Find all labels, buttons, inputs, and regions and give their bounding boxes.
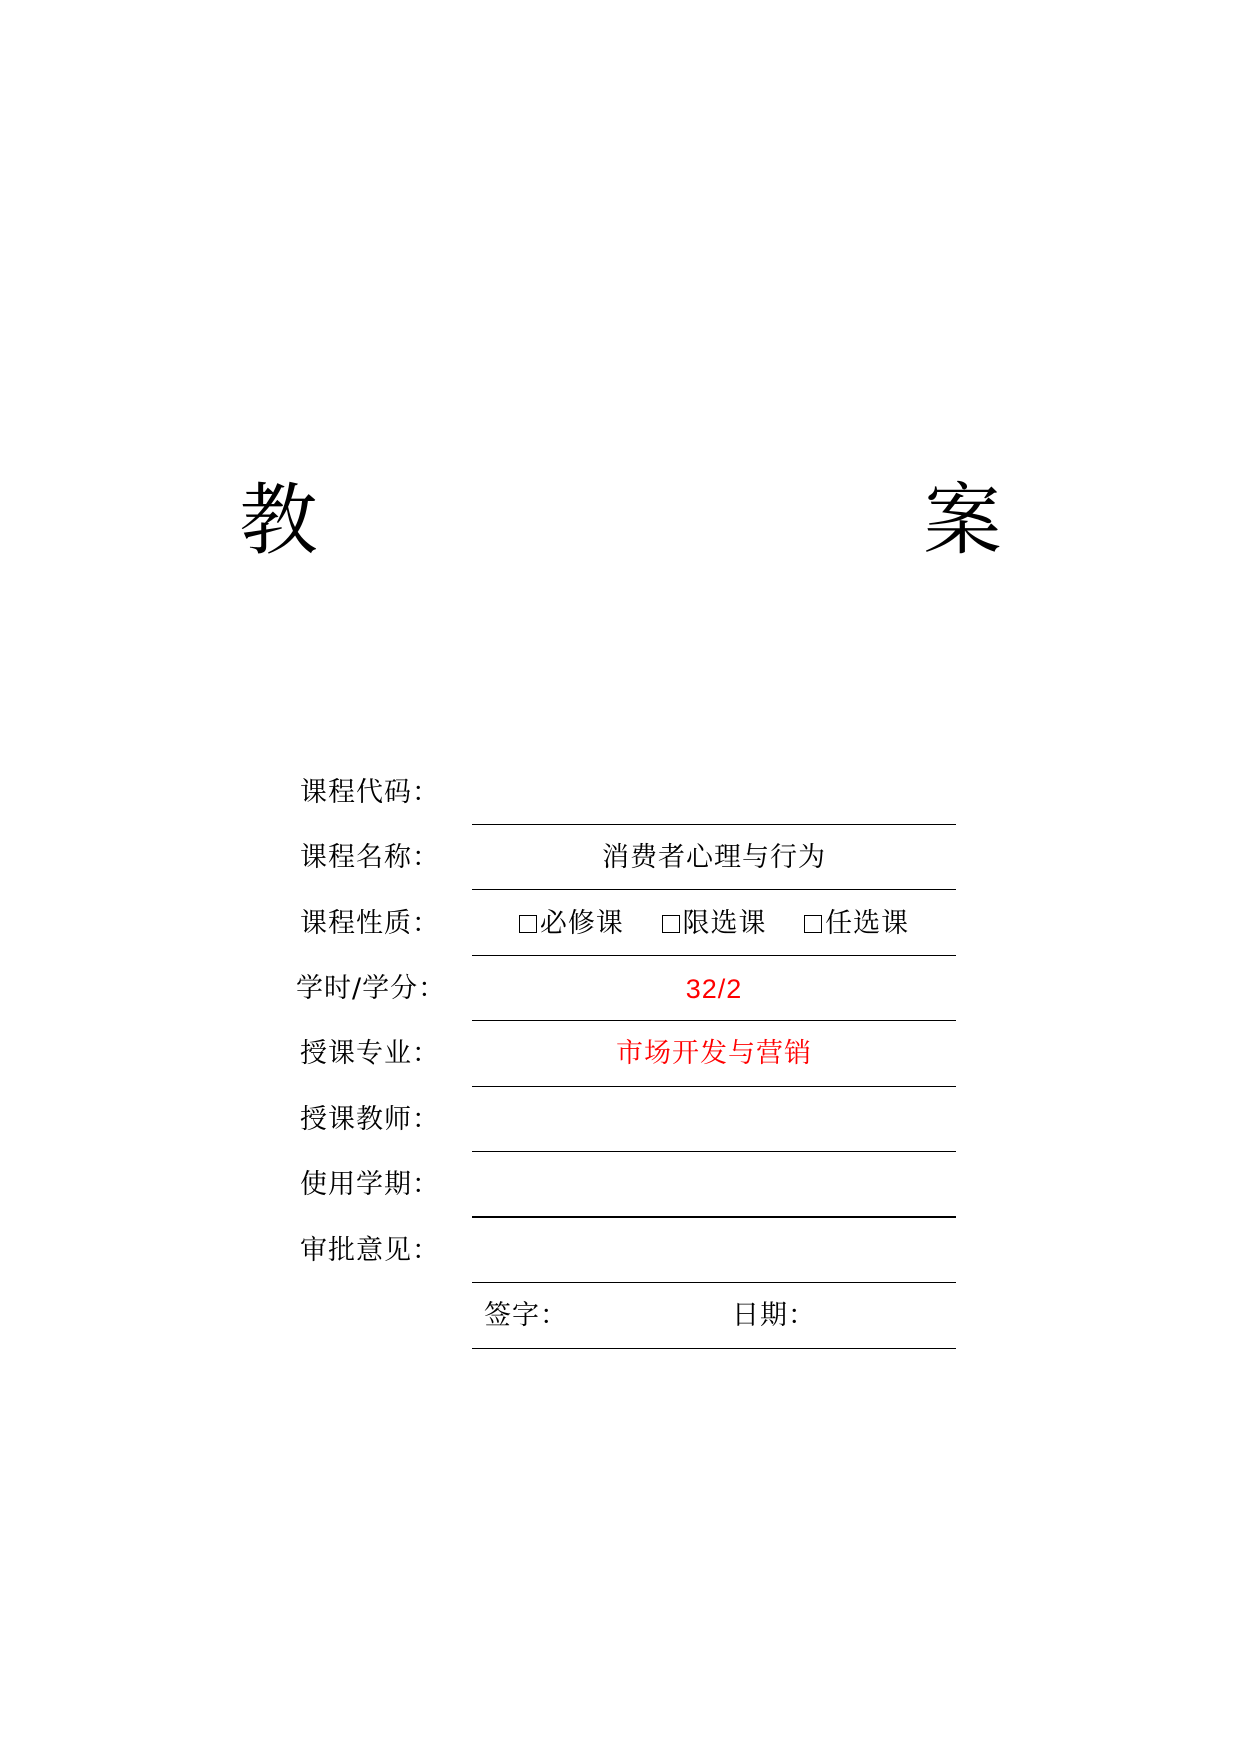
option-required[interactable]	[519, 906, 624, 942]
hours-credits-underline	[472, 1020, 956, 1021]
teacher-label: 授课教师：	[300, 1104, 440, 1135]
signature-label: 签字：	[484, 1300, 568, 1331]
course-name-value[interactable]: 消费者心理与行为	[602, 842, 826, 873]
course-code-label: 课程代码：	[300, 777, 440, 808]
page-title: 教 案	[239, 476, 1152, 566]
hours-credits-value[interactable]: 32/2	[685, 974, 743, 1004]
teacher-underline	[472, 1151, 956, 1152]
option-free-elective-label: 任选课	[825, 908, 910, 939]
option-restricted-elective[interactable]	[662, 906, 767, 942]
semester-label: 使用学期：	[300, 1169, 440, 1200]
major-label: 授课专业：	[300, 1038, 440, 1069]
option-free-elective[interactable]	[804, 906, 909, 942]
course-name-label: 课程名称：	[300, 842, 440, 873]
date-label: 日期：	[732, 1300, 816, 1331]
major-value[interactable]: 市场开发与营销	[616, 1038, 812, 1069]
option-required-label: 必修课	[539, 908, 624, 939]
course-nature-label: 课程性质：	[300, 908, 440, 939]
course-code-underline	[472, 824, 956, 825]
checkbox-free-elective[interactable]	[804, 915, 822, 933]
checkbox-required[interactable]	[519, 915, 537, 933]
approval-underline	[472, 1282, 956, 1283]
course-nature-underline	[472, 955, 956, 956]
approval-label: 审批意见：	[300, 1235, 440, 1266]
signature-underline	[472, 1348, 956, 1349]
hours-credits-label: 学时/学分：	[296, 973, 447, 1004]
checkbox-restricted-elective[interactable]	[662, 915, 680, 933]
course-nature-options	[472, 906, 956, 942]
major-underline	[472, 1086, 956, 1087]
course-name-underline	[472, 889, 956, 890]
option-restricted-elective-label: 限选课	[682, 908, 767, 939]
semester-underline	[472, 1216, 956, 1218]
